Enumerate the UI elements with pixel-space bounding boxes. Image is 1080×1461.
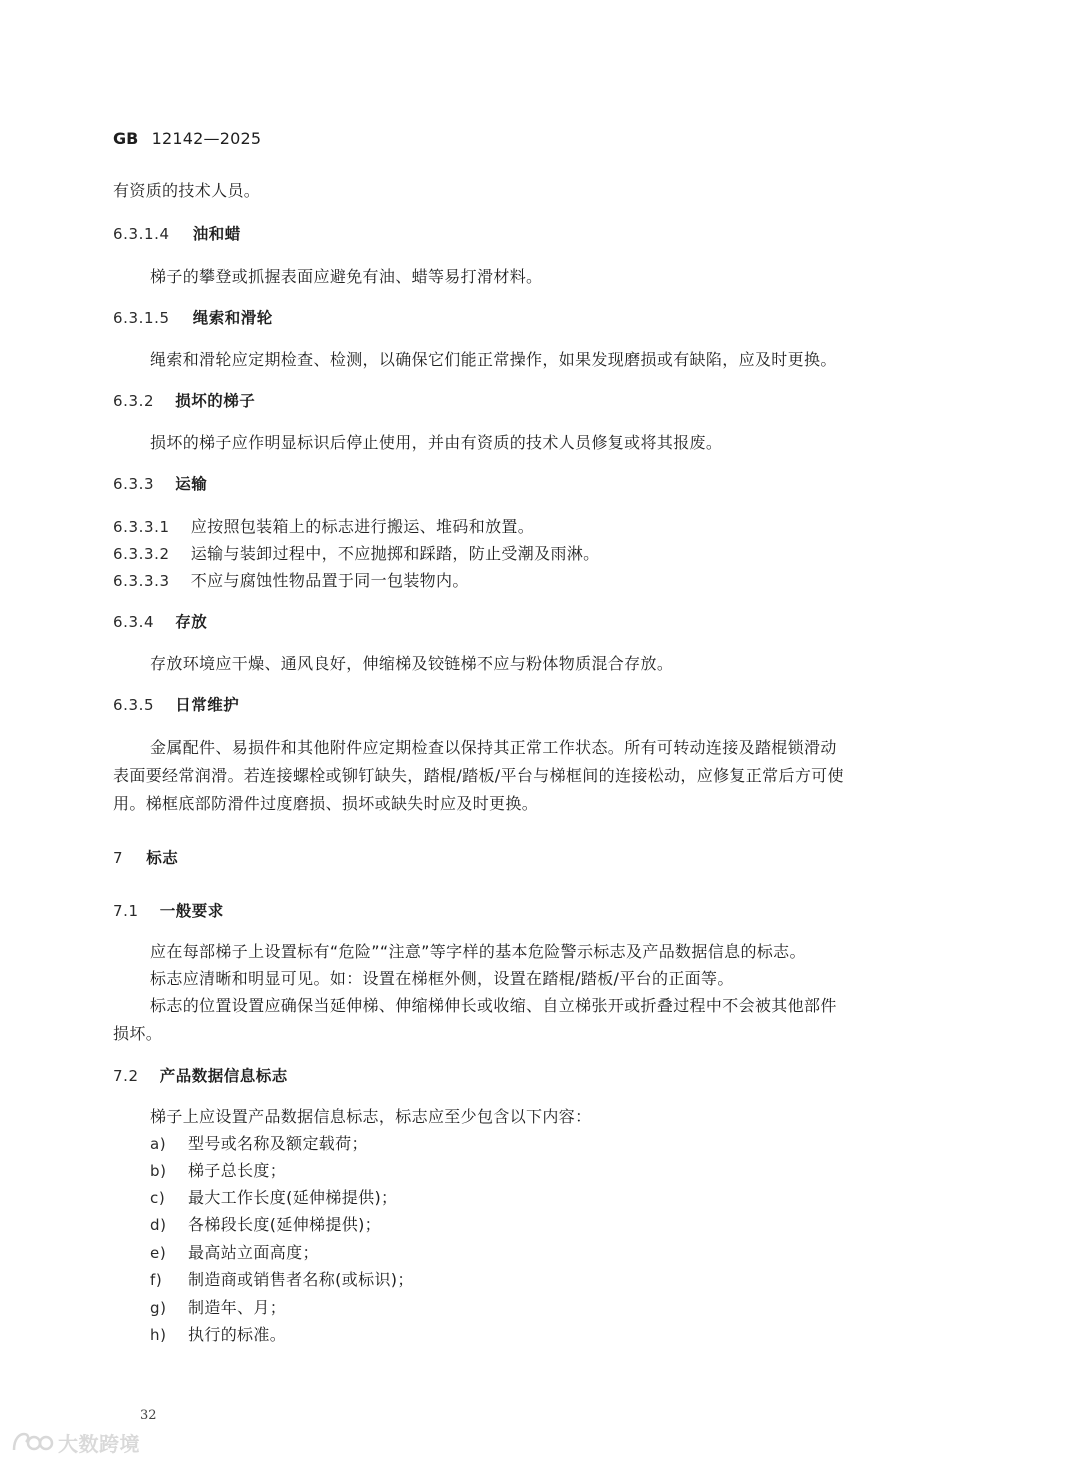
- section-number: 6.3.1.4: [113, 225, 170, 243]
- clause-6-3-3-3: [113, 568, 469, 591]
- section-heading-7-1: [113, 899, 224, 921]
- watermark-text: 大数跨境: [58, 1432, 140, 1456]
- clause-6-3-3-2: [113, 541, 600, 564]
- list-text: 梯子总长度；: [188, 1161, 287, 1180]
- list-label: c): [150, 1189, 166, 1207]
- list-item: [150, 1267, 414, 1290]
- section-title: 日常维护: [175, 696, 240, 714]
- section-number: 7.2: [113, 1067, 139, 1085]
- list-label: a): [150, 1135, 167, 1153]
- list-text: 制造年、月；: [188, 1298, 287, 1317]
- list-label: b): [150, 1162, 167, 1180]
- page-number: 32: [140, 1408, 157, 1423]
- paragraph-line: 表面要经常润滑。若连接螺栓或铆钉缺失，踏棍/踏板/平台与梯框间的连接松动，应修复正常后方可使: [113, 766, 844, 785]
- section-heading-6-3-3: [113, 472, 207, 494]
- clause-number: 6.3.3.2: [113, 545, 170, 563]
- paragraph-line: 标志应清晰和明显可见。如：设置在梯框外侧，设置在踏棍/踏板/平台的正面等。: [150, 969, 734, 988]
- clause-number: 6.3.3.1: [113, 518, 170, 536]
- list-item: [150, 1158, 286, 1181]
- section-paragraph: 存放环境应干燥、通风良好，伸缩梯及铰链梯不应与粉体物质混合存放。: [150, 654, 674, 673]
- list-label: f): [150, 1271, 163, 1289]
- section-number: 6.3.3: [113, 475, 155, 493]
- clause-text: 不应与腐蚀性物品置于同一包装物内。: [190, 571, 469, 590]
- clause-number: 6.3.3.3: [113, 572, 170, 590]
- section-title: 产品数据信息标志: [159, 1067, 288, 1085]
- list-item: [150, 1212, 381, 1235]
- section-title: 绳索和滑轮: [192, 309, 273, 327]
- clause-text: 应按照包装箱上的标志进行搬运、堆码和放置。: [190, 517, 535, 536]
- section-heading-6-3-4: [113, 610, 207, 632]
- chapter-heading-7: [113, 846, 178, 868]
- list-item: [150, 1240, 319, 1263]
- list-item: [150, 1322, 286, 1345]
- section-heading-6-3-1-4: [113, 222, 241, 244]
- clause-text: 运输与装卸过程中，不应抛掷和踩踏，防止受潮及雨淋。: [190, 544, 600, 563]
- list-item: [150, 1185, 397, 1208]
- section-heading-6-3-5: [113, 693, 239, 715]
- section-number: 6.3.1.5: [113, 309, 170, 327]
- section-number: 6.3.2: [113, 392, 155, 410]
- section-title: 运输: [175, 475, 208, 493]
- chapter-number: 7: [113, 849, 124, 867]
- list-text: 最高站立面高度；: [188, 1243, 319, 1262]
- paragraph-line: 金属配件、易损件和其他附件应定期检查以保持其正常工作状态。所有可转动连接及踏棍锁滑动: [150, 738, 837, 757]
- standard-prefix: GB: [113, 129, 139, 148]
- list-intro: 梯子上应设置产品数据信息标志，标志应至少包含以下内容：: [150, 1107, 592, 1126]
- paragraph-line: 用。梯框底部防滑件过度磨损、损坏或缺失时应及时更换。: [113, 794, 539, 813]
- section-heading-6-3-1-5: [113, 306, 273, 328]
- standard-number: [113, 129, 261, 148]
- list-text: 型号或名称及额定载荷；: [188, 1134, 368, 1153]
- paragraph-line: 应在每部梯子上设置标有“危险”“注意”等字样的基本危险警示标志及产品数据信息的标志。: [150, 942, 806, 961]
- list-label: h): [150, 1326, 167, 1344]
- section-paragraph: 梯子的攀登或抓握表面应避免有油、蜡等易打滑材料。: [150, 267, 543, 286]
- watermark-logo-icon: [10, 1430, 54, 1456]
- list-item: [150, 1295, 286, 1318]
- section-number: 6.3.5: [113, 696, 155, 714]
- continuation-text: 有资质的技术人员。: [113, 181, 261, 200]
- list-text: 制造商或销售者名称(或标识)；: [188, 1270, 414, 1289]
- list-label: d): [150, 1216, 167, 1234]
- section-number: 7.1: [113, 902, 139, 920]
- clause-6-3-3-1: [113, 514, 534, 537]
- section-title: 存放: [175, 613, 208, 631]
- list-label: g): [150, 1299, 167, 1317]
- list-label: e): [150, 1244, 167, 1262]
- section-title: 损坏的梯子: [175, 392, 256, 410]
- list-text: 执行的标准。: [188, 1325, 287, 1344]
- section-title: 油和蜡: [192, 225, 241, 243]
- section-paragraph: 损坏的梯子应作明显标识后停止使用，并由有资质的技术人员修复或将其报废。: [150, 433, 723, 452]
- paragraph-line: 损坏。: [113, 1024, 163, 1043]
- chapter-title: 标志: [146, 849, 179, 867]
- section-number: 6.3.4: [113, 613, 155, 631]
- standard-code: 12142—2025: [151, 129, 262, 148]
- section-heading-6-3-2: [113, 389, 255, 411]
- watermark: [10, 1428, 140, 1457]
- list-text: 各梯段长度(延伸梯提供)；: [188, 1215, 382, 1234]
- section-paragraph: 绳索和滑轮应定期检查、检测，以确保它们能正常操作，如果发现磨损或有缺陷，应及时更换。: [150, 350, 837, 369]
- list-text: 最大工作长度(延伸梯提供)；: [188, 1188, 398, 1207]
- paragraph-line: 标志的位置设置应确保当延伸梯、伸缩梯伸长或收缩、自立梯张开或折叠过程中不会被其他部件: [150, 996, 837, 1015]
- section-title: 一般要求: [159, 902, 224, 920]
- list-item: [150, 1131, 368, 1154]
- section-heading-7-2: [113, 1064, 288, 1086]
